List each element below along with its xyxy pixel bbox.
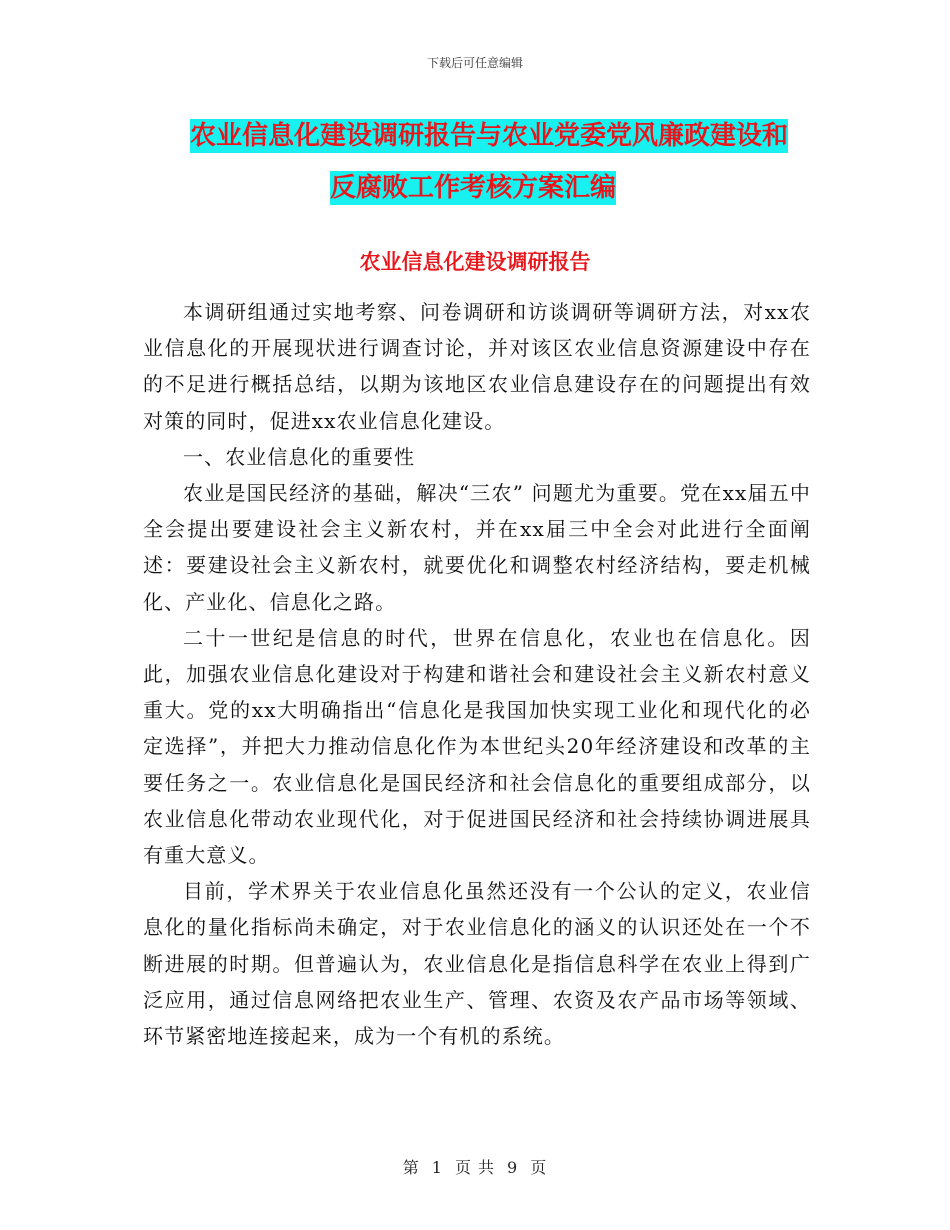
paragraph: 农业是国民经济的基础，解决“三农” 问题尤为重要。党在xx届五中全会提出要建设社会主义新农村，并在xx届三中全会对此进行全面阐述：要建设社会主义新农村，就要优化和调整农村经济结构，要走机械化、产业化、信息化之路。 [143, 481, 811, 614]
body-text [143, 294, 811, 1054]
footer-prefix: 第 [402, 1158, 420, 1177]
main-title [190, 110, 810, 214]
page-footer [0, 1155, 950, 1178]
header-note: 下载后可任意编辑 [426, 56, 523, 70]
footer-suffix: 页 [530, 1158, 548, 1177]
main-title-line-1 [190, 110, 810, 162]
footer-mid: 页 共 [454, 1158, 496, 1177]
paragraph: 本调研组通过实地考察、问卷调研和访谈调研等调研方法，对xx农业信息化的开展现状进行调查讨论，并对该区农业信息资源建设中存在的不足进行概括总结，以期为该地区农业信息建设存在的问题提出有效对策的同时，促进xx农业信息化建设。 [143, 300, 811, 433]
footer-page-number: 1 [431, 1158, 443, 1177]
paragraph: 二十一世纪是信息的时代，世界在信息化，农业也在信息化。因此，加强农业信息化建设对于构建和谐社会和建设社会主义新农村意义重大。党的xx大明确指出“信息化是我国加快实现工业化和现代化的必定选择”，并把大力推动信息化作为本世纪头20年经济建设和改革的主要任务之一。农业信息化是国民经济和社会信息化的重要组成部分，以农业信息化带动农业现代化，对于促进国民经济和社会持续协调进展具有重大意义。 [143, 625, 811, 868]
main-title-line-1-text: 农业信息化建设调研报告与农业党委党风廉政建设和 [190, 121, 789, 151]
footer-total-pages: 9 [507, 1158, 519, 1177]
paragraph: 目前，学术界关于农业信息化虽然还没有一个公认的定义，农业信息化的量化指标尚未确定，对于农业信息化的涵义的认识还处在一个不断进展的时期。但普遍认为，农业信息化是指信息科学在农业上得到广泛应用，通过信息网络把农业生产、管理、农资及农产品市场等领域、环节紧密地连接起来，成为一个有机的系统。 [143, 879, 811, 1049]
main-title-line-2 [190, 162, 810, 214]
section-heading: 一、农业信息化的重要性 [183, 444, 416, 469]
section-title: 农业信息化建设调研报告 [359, 250, 591, 274]
main-title-line-2-text: 反腐败工作考核方案汇编 [330, 173, 617, 203]
